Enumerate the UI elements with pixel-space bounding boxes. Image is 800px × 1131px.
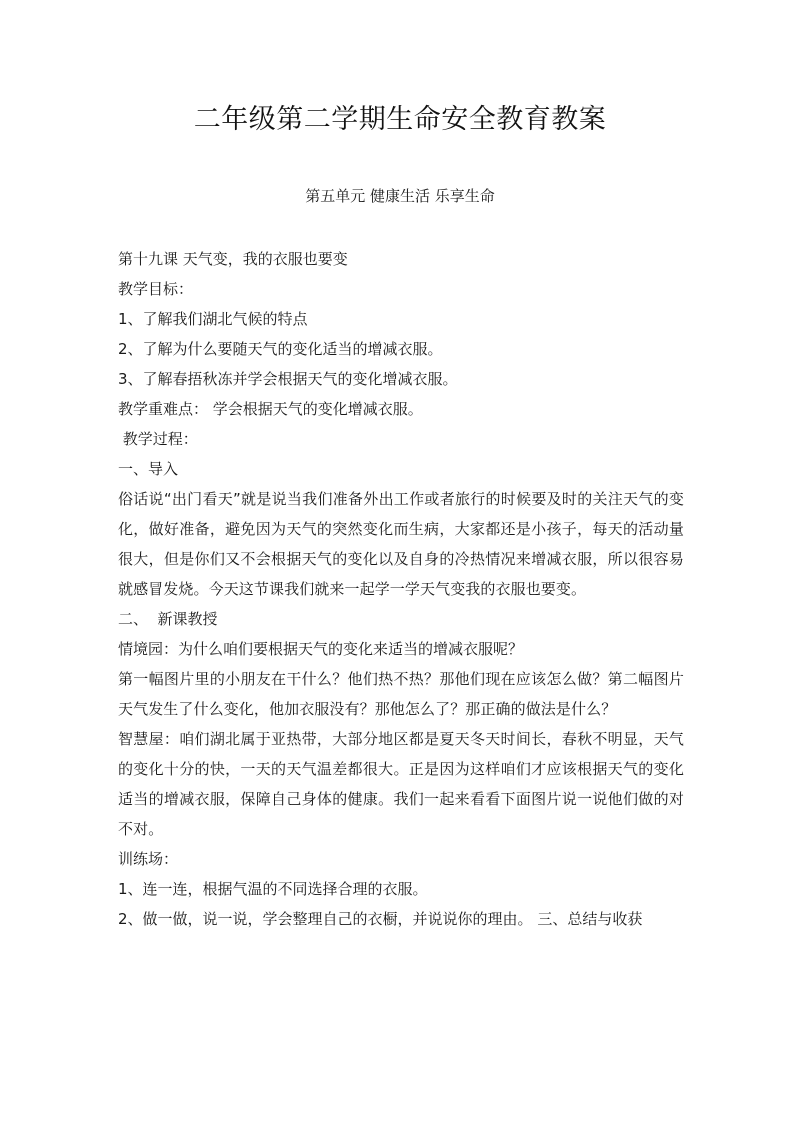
goal-item: 3、了解春捂秋冻并学会根据天气的变化增减衣服。	[118, 370, 458, 388]
key-point: 教学重难点： 学会根据天气的变化增减衣服。	[118, 400, 423, 418]
training-item: 2、做一做，说一说，学会整理自己的衣橱，并说说你的理由。 三、总结与收获	[118, 910, 643, 928]
introduction-paragraph: 俗话说“出门看天”就是说当我们准备外出工作或者旅行的时候要及时的关注天气的变化，做好准备，避免因为天气的突然变化而生病，大家都还是小孩子，每天的活动量很大，但是你们又不会根据天气的变化以及自身的冷热情况来增减衣服，所以很容易就感冒发烧。今天这节课我们就来一起学一学天气变我的衣服也要变。	[118, 490, 684, 598]
document-body	[118, 244, 684, 934]
scenario-line: 情境园：为什么咱们要根据天气的变化来适当的增减衣服呢？	[118, 640, 524, 658]
lesson-heading: 第十九课 天气变，我的衣服也要变	[118, 250, 348, 268]
section-new-lesson-heading: 二、 新课教授	[118, 610, 218, 628]
document-title: 二年级第二学期生命安全教育教案	[193, 104, 607, 135]
training-item: 1、连一连，根据气温的不同选择合理的衣服。	[118, 880, 428, 898]
section-introduction-heading: 一、导入	[118, 460, 179, 478]
goal-item: 1、了解我们湖北气候的特点	[118, 310, 308, 328]
process-heading: 教学过程：	[118, 430, 198, 448]
picture-questions-paragraph: 第一幅图片里的小朋友在干什么？他们热不热？那他们现在应该怎么做？第二幅图片天气发生了什么变化，他加衣服没有？那他怎么了？那正确的做法是什么？	[118, 670, 684, 718]
wisdom-paragraph: 智慧屋：咱们湖北属于亚热带，大部分地区都是夏天冬天时间长，春秋不明显，天气的变化十分的快，一天的天气温差都很大。正是因为这样咱们才应该根据天气的变化适当的增减衣服，保障自己身体的健康。我们一起来看看下面图片说一说他们做的对不对。	[118, 730, 684, 838]
unit-heading: 第五单元 健康生活 乐享生命	[305, 187, 495, 205]
goals-heading: 教学目标：	[118, 280, 194, 298]
goal-item: 2、了解为什么要随天气的变化适当的增减衣服。	[118, 340, 443, 358]
training-heading: 训练场：	[118, 850, 179, 868]
